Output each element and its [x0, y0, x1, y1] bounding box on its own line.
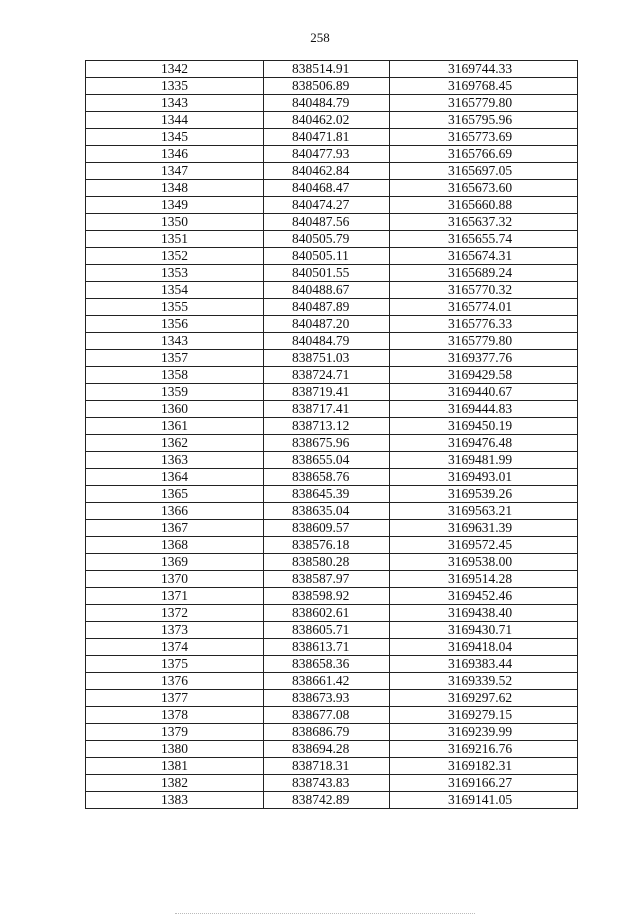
y-coordinate-cell: 3169450.19 [390, 418, 578, 435]
y-coordinate-cell: 3169452.46 [390, 588, 578, 605]
y-coordinate-cell: 3165655.74 [390, 231, 578, 248]
y-coordinate-cell: 3169141.05 [390, 792, 578, 809]
x-coordinate-cell: 838655.04 [264, 452, 390, 469]
x-coordinate-cell: 840484.79 [264, 333, 390, 350]
table-row [86, 95, 578, 112]
table-row [86, 129, 578, 146]
point-id-cell: 1342 [86, 61, 264, 78]
x-coordinate-cell: 838609.57 [264, 520, 390, 537]
y-coordinate-cell: 3169429.58 [390, 367, 578, 384]
x-coordinate-cell: 838717.41 [264, 401, 390, 418]
x-coordinate-cell: 840477.93 [264, 146, 390, 163]
x-coordinate-cell: 838719.41 [264, 384, 390, 401]
point-id-cell: 1377 [86, 690, 264, 707]
point-id-cell: 1379 [86, 724, 264, 741]
x-coordinate-cell: 838506.89 [264, 78, 390, 95]
x-coordinate-cell: 840487.56 [264, 214, 390, 231]
y-coordinate-cell: 3165660.88 [390, 197, 578, 214]
point-id-cell: 1350 [86, 214, 264, 231]
point-id-cell: 1364 [86, 469, 264, 486]
y-coordinate-cell: 3169481.99 [390, 452, 578, 469]
page-number: 258 [310, 30, 330, 45]
point-id-cell: 1371 [86, 588, 264, 605]
point-id-cell: 1376 [86, 673, 264, 690]
y-coordinate-cell: 3169563.21 [390, 503, 578, 520]
y-coordinate-cell: 3169744.33 [390, 61, 578, 78]
coordinate-table [85, 60, 578, 809]
x-coordinate-cell: 838598.92 [264, 588, 390, 605]
point-id-cell: 1343 [86, 95, 264, 112]
x-coordinate-cell: 838635.04 [264, 503, 390, 520]
point-id-cell: 1372 [86, 605, 264, 622]
x-coordinate-cell: 840487.20 [264, 316, 390, 333]
table-row [86, 673, 578, 690]
y-coordinate-cell: 3169297.62 [390, 690, 578, 707]
x-coordinate-cell: 838605.71 [264, 622, 390, 639]
table-row [86, 707, 578, 724]
point-id-cell: 1370 [86, 571, 264, 588]
table-row [86, 316, 578, 333]
x-coordinate-cell: 840505.79 [264, 231, 390, 248]
point-id-cell: 1382 [86, 775, 264, 792]
y-coordinate-cell: 3165689.24 [390, 265, 578, 282]
y-coordinate-cell: 3169440.67 [390, 384, 578, 401]
y-coordinate-cell: 3169438.40 [390, 605, 578, 622]
table-row [86, 112, 578, 129]
y-coordinate-cell: 3165766.69 [390, 146, 578, 163]
y-coordinate-cell: 3169182.31 [390, 758, 578, 775]
y-coordinate-cell: 3165637.32 [390, 214, 578, 231]
table-row [86, 197, 578, 214]
table-row [86, 792, 578, 809]
y-coordinate-cell: 3169166.27 [390, 775, 578, 792]
y-coordinate-cell: 3165773.69 [390, 129, 578, 146]
table-row [86, 520, 578, 537]
point-id-cell: 1378 [86, 707, 264, 724]
bottom-scan-line [175, 913, 475, 914]
table-row [86, 571, 578, 588]
x-coordinate-cell: 838576.18 [264, 537, 390, 554]
x-coordinate-cell: 840501.55 [264, 265, 390, 282]
y-coordinate-cell: 3169418.04 [390, 639, 578, 656]
table-row [86, 486, 578, 503]
y-coordinate-cell: 3169239.99 [390, 724, 578, 741]
table-row [86, 435, 578, 452]
point-id-cell: 1369 [86, 554, 264, 571]
x-coordinate-cell: 838673.93 [264, 690, 390, 707]
x-coordinate-cell: 838677.08 [264, 707, 390, 724]
point-id-cell: 1355 [86, 299, 264, 316]
y-coordinate-cell: 3169216.76 [390, 741, 578, 758]
y-coordinate-cell: 3165697.05 [390, 163, 578, 180]
x-coordinate-cell: 838514.91 [264, 61, 390, 78]
point-id-cell: 1380 [86, 741, 264, 758]
x-coordinate-cell: 838694.28 [264, 741, 390, 758]
y-coordinate-cell: 3169476.48 [390, 435, 578, 452]
point-id-cell: 1354 [86, 282, 264, 299]
table-row [86, 333, 578, 350]
point-id-cell: 1363 [86, 452, 264, 469]
y-coordinate-cell: 3165795.96 [390, 112, 578, 129]
point-id-cell: 1347 [86, 163, 264, 180]
table-row [86, 163, 578, 180]
x-coordinate-cell: 838675.96 [264, 435, 390, 452]
point-id-cell: 1346 [86, 146, 264, 163]
x-coordinate-cell: 840462.02 [264, 112, 390, 129]
y-coordinate-cell: 3169493.01 [390, 469, 578, 486]
table-row [86, 384, 578, 401]
y-coordinate-cell: 3165779.80 [390, 95, 578, 112]
y-coordinate-cell: 3169377.76 [390, 350, 578, 367]
x-coordinate-cell: 838661.42 [264, 673, 390, 690]
y-coordinate-cell: 3169539.26 [390, 486, 578, 503]
y-coordinate-cell: 3169383.44 [390, 656, 578, 673]
table-row [86, 656, 578, 673]
x-coordinate-cell: 838718.31 [264, 758, 390, 775]
y-coordinate-cell: 3165674.31 [390, 248, 578, 265]
table-row [86, 588, 578, 605]
point-id-cell: 1335 [86, 78, 264, 95]
point-id-cell: 1360 [86, 401, 264, 418]
table-row [86, 231, 578, 248]
x-coordinate-cell: 838713.12 [264, 418, 390, 435]
point-id-cell: 1367 [86, 520, 264, 537]
y-coordinate-cell: 3169430.71 [390, 622, 578, 639]
y-coordinate-cell: 3165779.80 [390, 333, 578, 350]
table-row [86, 61, 578, 78]
point-id-cell: 1356 [86, 316, 264, 333]
table-row [86, 265, 578, 282]
point-id-cell: 1368 [86, 537, 264, 554]
point-id-cell: 1375 [86, 656, 264, 673]
x-coordinate-cell: 840505.11 [264, 248, 390, 265]
x-coordinate-cell: 840462.84 [264, 163, 390, 180]
table-row [86, 248, 578, 265]
table-row [86, 214, 578, 231]
table-row [86, 78, 578, 95]
table-row [86, 401, 578, 418]
x-coordinate-cell: 838742.89 [264, 792, 390, 809]
point-id-cell: 1359 [86, 384, 264, 401]
table-row [86, 622, 578, 639]
x-coordinate-cell: 840471.81 [264, 129, 390, 146]
y-coordinate-cell: 3165776.33 [390, 316, 578, 333]
point-id-cell: 1348 [86, 180, 264, 197]
table-row [86, 724, 578, 741]
x-coordinate-cell: 838613.71 [264, 639, 390, 656]
table-row [86, 758, 578, 775]
table-row [86, 180, 578, 197]
point-id-cell: 1361 [86, 418, 264, 435]
x-coordinate-cell: 838602.61 [264, 605, 390, 622]
x-coordinate-cell: 838580.28 [264, 554, 390, 571]
x-coordinate-cell: 838658.36 [264, 656, 390, 673]
point-id-cell: 1366 [86, 503, 264, 520]
table-row [86, 639, 578, 656]
table-row [86, 367, 578, 384]
x-coordinate-cell: 838658.76 [264, 469, 390, 486]
x-coordinate-cell: 838724.71 [264, 367, 390, 384]
x-coordinate-cell: 838587.97 [264, 571, 390, 588]
point-id-cell: 1374 [86, 639, 264, 656]
point-id-cell: 1373 [86, 622, 264, 639]
point-id-cell: 1343 [86, 333, 264, 350]
x-coordinate-cell: 840484.79 [264, 95, 390, 112]
table-row [86, 690, 578, 707]
table-row [86, 605, 578, 622]
point-id-cell: 1365 [86, 486, 264, 503]
y-coordinate-cell: 3169572.45 [390, 537, 578, 554]
y-coordinate-cell: 3165774.01 [390, 299, 578, 316]
point-id-cell: 1353 [86, 265, 264, 282]
table-row [86, 537, 578, 554]
point-id-cell: 1344 [86, 112, 264, 129]
table-row [86, 418, 578, 435]
y-coordinate-cell: 3165770.32 [390, 282, 578, 299]
point-id-cell: 1381 [86, 758, 264, 775]
y-coordinate-cell: 3169339.52 [390, 673, 578, 690]
table-row [86, 146, 578, 163]
table-row [86, 299, 578, 316]
point-id-cell: 1349 [86, 197, 264, 214]
point-id-cell: 1345 [86, 129, 264, 146]
x-coordinate-cell: 838743.83 [264, 775, 390, 792]
point-id-cell: 1352 [86, 248, 264, 265]
table-row [86, 350, 578, 367]
table-row [86, 775, 578, 792]
x-coordinate-cell: 838645.39 [264, 486, 390, 503]
table-row [86, 741, 578, 758]
x-coordinate-cell: 840468.47 [264, 180, 390, 197]
table-row [86, 469, 578, 486]
point-id-cell: 1358 [86, 367, 264, 384]
table-row [86, 554, 578, 571]
x-coordinate-cell: 840488.67 [264, 282, 390, 299]
y-coordinate-cell: 3169631.39 [390, 520, 578, 537]
y-coordinate-cell: 3169768.45 [390, 78, 578, 95]
point-id-cell: 1383 [86, 792, 264, 809]
table-row [86, 503, 578, 520]
table-row [86, 282, 578, 299]
x-coordinate-cell: 840487.89 [264, 299, 390, 316]
y-coordinate-cell: 3169538.00 [390, 554, 578, 571]
coordinate-table-body [86, 61, 578, 809]
table-row [86, 452, 578, 469]
point-id-cell: 1362 [86, 435, 264, 452]
y-coordinate-cell: 3165673.60 [390, 180, 578, 197]
x-coordinate-cell: 838751.03 [264, 350, 390, 367]
y-coordinate-cell: 3169514.28 [390, 571, 578, 588]
x-coordinate-cell: 840474.27 [264, 197, 390, 214]
y-coordinate-cell: 3169444.83 [390, 401, 578, 418]
point-id-cell: 1351 [86, 231, 264, 248]
y-coordinate-cell: 3169279.15 [390, 707, 578, 724]
x-coordinate-cell: 838686.79 [264, 724, 390, 741]
point-id-cell: 1357 [86, 350, 264, 367]
